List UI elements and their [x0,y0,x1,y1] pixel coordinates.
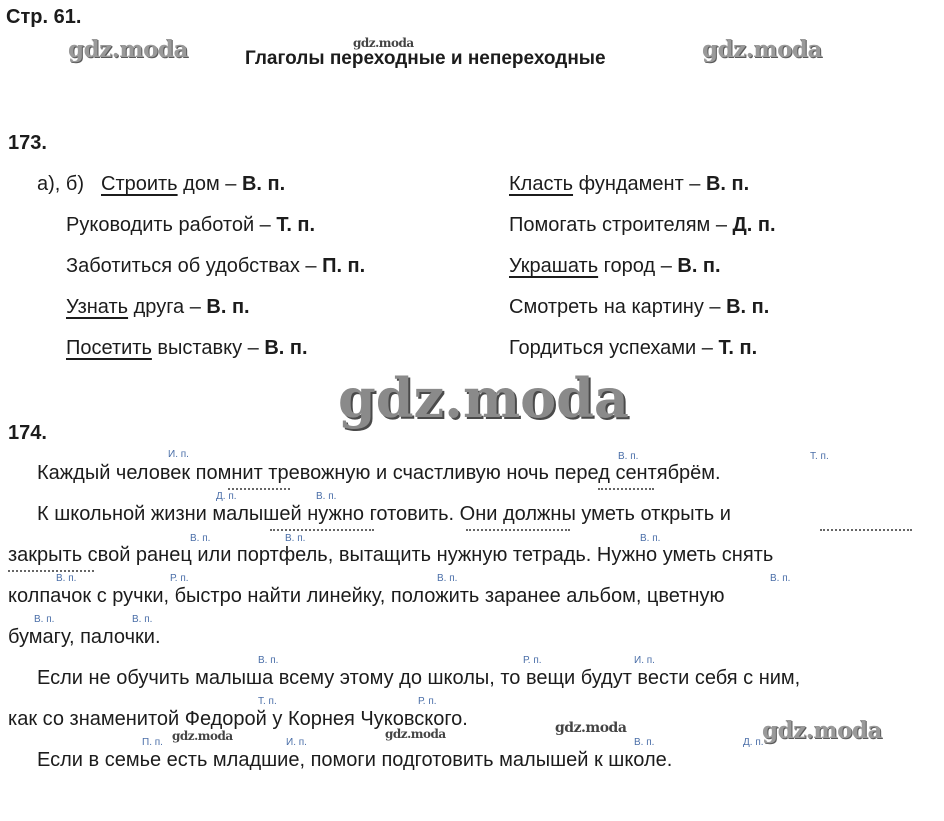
section-title: Глаголы переходные и непереходные [245,48,606,69]
exercise-number: 173. [8,132,47,154]
text-line: колпачок с ручки, быстро найти линейку, положить заранее альбом, цветную [8,585,725,607]
phrase-text: город – [598,255,678,277]
case-annotation: И. п. [634,655,655,666]
text-line: Если не обучить малыша всему этому до школы, то вещи будут вести себя с ним, [37,667,801,689]
exercise-prefix [37,173,84,196]
underlined-verb: Узнать [66,296,129,318]
case-annotation: В. п. [316,491,337,502]
case-annotation: И. п. [286,737,307,748]
case-annotation: В. п. [640,533,661,544]
phrase-row [509,296,769,319]
phrase-row [509,214,776,237]
phrase-row [66,214,315,237]
case-label: Т. п. [276,214,316,236]
text-line: Каждый человек помнит тревожную и счастливую ночь перед сентябрём. [37,462,721,484]
case-label: В. п. [206,296,250,318]
phrase-text: дом – [177,173,242,195]
text-line: К школьной жизни малышей нужно готовить. Они должны уметь открыть и [37,503,731,525]
wavy-underline [466,523,570,531]
case-annotation: В. п. [618,451,639,462]
case-annotation: В. п. [285,533,306,544]
case-annotation: В. п. [190,533,211,544]
phrase-row [66,296,250,319]
case-annotation: В. п. [132,614,153,625]
case-annotation: Т. п. [810,451,829,462]
phrase-row [509,255,721,278]
case-label: П. п. [322,255,366,277]
case-annotation: П. п. [142,737,163,748]
watermark-logo-large: gdz.moda [338,366,629,430]
case-annotation: В. п. [634,737,655,748]
phrase-row [66,255,365,278]
phrase-text: друга – [128,296,207,318]
case-label: В. п. [241,173,286,195]
text-line: как со знаменитой Федорой у Корнея Чуковского. [8,708,468,730]
phrase-text: Помогать строителям – [509,214,733,236]
phrase-text: Руководить работой – [66,214,277,236]
text-line: закрыть свой ранец или портфель, вытащить нужную тетрадь. Нужно уметь снять [8,544,774,566]
wavy-underline [270,523,374,531]
phrase-text: фундамент – [573,173,706,195]
phrase-row [66,337,308,360]
phrase-row [101,173,285,196]
case-annotation: Т. п. [258,696,277,707]
page-label: Стр. 61. [6,6,82,28]
underlined-verb: Класть [509,173,574,195]
case-annotation: Д. п. [743,737,764,748]
case-label: В. п. [677,255,721,277]
watermark-logo: gdz.moda [68,36,188,63]
case-annotation: И. п. [168,449,189,460]
phrase-row [509,173,749,196]
text-line: Если в семье есть младшие, помоги подготовить малышей к школе. [37,749,673,771]
case-annotation: В. п. [437,573,458,584]
phrase-text: Смотреть на картину – [509,296,727,318]
case-annotation: В. п. [258,655,279,666]
case-annotation: Р. п. [418,696,437,707]
wavy-underline [228,482,290,490]
watermark-logo: gdz.moda [172,729,233,743]
case-annotation: Д. п. [216,491,237,502]
case-annotation: В. п. [770,573,791,584]
watermark-logo: gdz.moda [702,36,822,63]
case-annotation: В. п. [34,614,55,625]
prefix-label: а), б) [37,173,85,195]
phrase-text: Гордиться успехами – [509,337,719,359]
case-label: В. п. [726,296,770,318]
case-annotation: В. п. [56,573,77,584]
watermark-logo: gdz.moda [353,36,414,50]
case-label: Д. п. [732,214,776,236]
watermark-logo: gdz.moda [762,717,882,744]
exercise-number: 174. [8,422,47,444]
case-label: Т. п. [718,337,758,359]
phrase-text: Заботиться об удобствах – [66,255,323,277]
wavy-underline [598,482,654,490]
text-line: бумагу, палочки. [8,626,161,648]
watermark-logo: gdz.moda [385,727,446,741]
underlined-verb: Строить [101,173,178,195]
case-label: В. п. [264,337,308,359]
wavy-underline [820,523,912,531]
case-annotation: Р. п. [523,655,542,666]
case-label: В. п. [705,173,750,195]
phrase-row [509,337,757,360]
phrase-text: выставку – [151,337,265,359]
underlined-verb: Украшать [509,255,599,277]
underlined-verb: Посетить [66,337,152,359]
watermark-logo: gdz.moda [555,720,627,736]
case-annotation: Р. п. [170,573,189,584]
wavy-underline [8,564,94,572]
